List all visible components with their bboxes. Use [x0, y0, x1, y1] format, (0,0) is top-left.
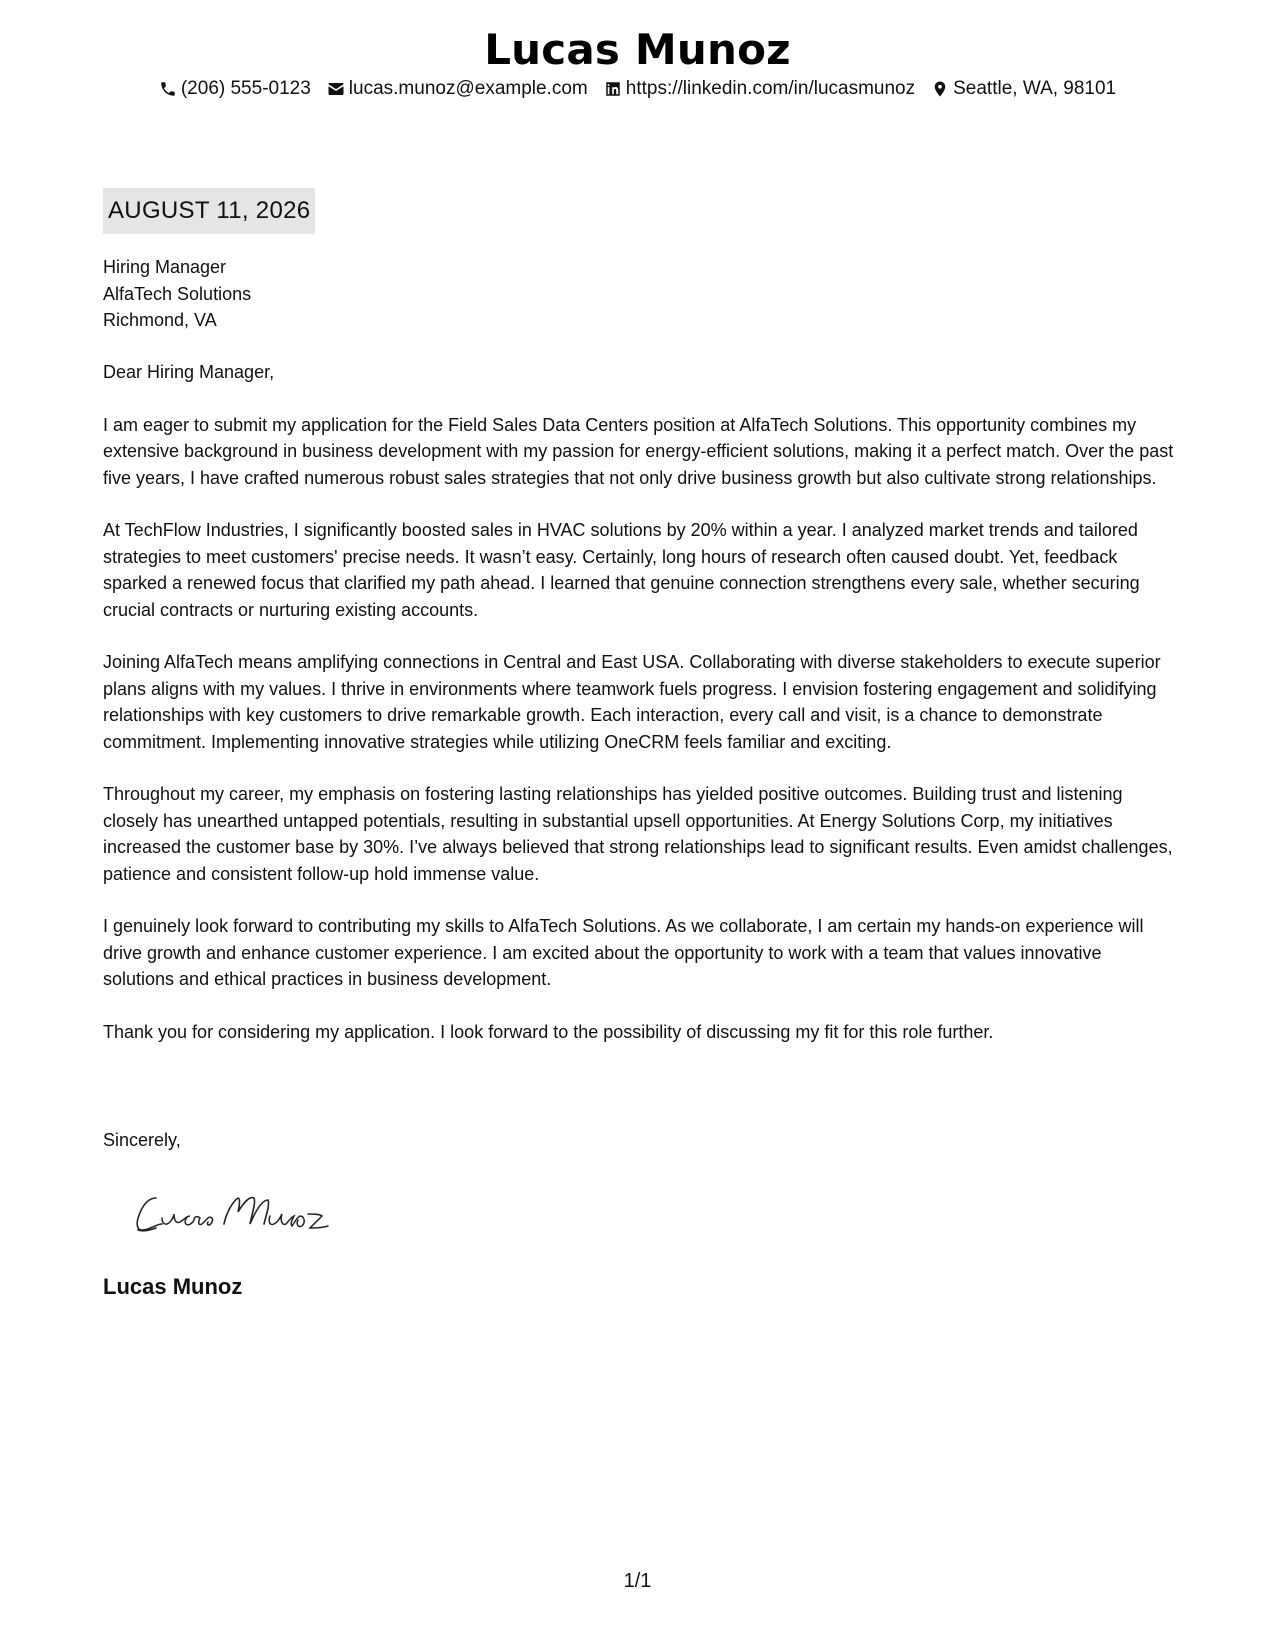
phone-icon [159, 80, 177, 98]
letter-body [103, 359, 1175, 1071]
salutation: Dear Hiring Manager, [103, 362, 275, 382]
phone-text: (206) 555-0123 [180, 78, 311, 99]
map-marker-icon [931, 80, 949, 98]
body-paragraph: I am eager to submit my application for the Field Sales Data Centers position at AlfaTech Solutions. This opportunity combines my extensive background in business development with my passion for energy-efficient solutions, making it a perfect match. Over the past five years, I have crafted numerous robust sales strategies that not only drive business growth but also cultivate strong relationships. [103, 414, 1174, 488]
body-paragraph: Throughout my career, my emphasis on fostering lasting relationships has yielded positive outcomes. Building trust and listening closely has unearthed untapped potentials, resulting in substantial upsell opportunities. At Energy Solutions Corp, my initiatives increased the customer base by 30%. I’ve always believed that strong relationships lead to significant results. Even amidst challenges, patience and consistent follow-up hold immense value. [103, 784, 1173, 884]
email-text[interactable]: lucas.munoz@example.com [348, 78, 588, 99]
recipient-location: Richmond, VA [103, 310, 217, 330]
envelope-icon [327, 80, 345, 98]
linkedin-text[interactable]: https://linkedin.com/in/lucasmunoz [625, 78, 916, 99]
recipient-company: AlfaTech Solutions [103, 283, 252, 304]
letter-date: AUGUST 11, 2026 [103, 188, 315, 234]
recipient-block [103, 254, 251, 334]
body-paragraph: I genuinely look forward to contributing my skills to AlfaTech Solutions. As we collaborate, I am certain my hands-on experience will drive growth and enhance customer experience. I am excited about the opportunity to work with a team that values innovative solutions and ethical practices in business development. [103, 916, 1144, 989]
location-text: Seattle, WA, 98101 [953, 78, 1117, 99]
linkedin-icon [604, 80, 622, 98]
page-indicator: 1/1 [623, 1570, 652, 1592]
contact-linkedin[interactable] [604, 78, 915, 100]
applicant-name-header: Lucas Munoz [484, 25, 791, 74]
body-paragraph: Joining AlfaTech means amplifying connections in Central and East USA. Collaborating with diverse stakeholders to execute superior plans aligns with my values. I thrive in environments where teamwork fuels progress. I envision fostering engagement and solidifying relationships with key customers to drive remarkable growth. Each interaction, every call and visit, is a chance to demonstrate commitment. Implementing innovative strategies while utilizing OneCRM feels familiar and exciting. [103, 652, 1161, 752]
handwritten-signature [128, 1184, 348, 1244]
signer-name: Lucas Munoz [103, 1274, 243, 1299]
recipient-title: Hiring Manager [103, 257, 227, 277]
contact-bar [0, 78, 1275, 100]
contact-phone [159, 78, 311, 100]
contact-location [931, 78, 1116, 100]
body-paragraph: Thank you for considering my application. I look forward to the possibility of discussing my fit for this role further. [103, 1021, 994, 1042]
contact-email[interactable] [327, 78, 588, 100]
closing: Sincerely, [103, 1130, 181, 1150]
body-paragraph: At TechFlow Industries, I significantly boosted sales in HVAC solutions by 20% within a year. I analyzed market trends and tailored strategies to meet customers' precise needs. It wasn’t easy. Certainly, long hours of research often caused doubt. Yet, feedback sparked a renewed focus that clarified my path ahead. I learned that genuine connection strengthens every sale, whether securing crucial contracts or nurturing existing accounts. [103, 520, 1140, 620]
